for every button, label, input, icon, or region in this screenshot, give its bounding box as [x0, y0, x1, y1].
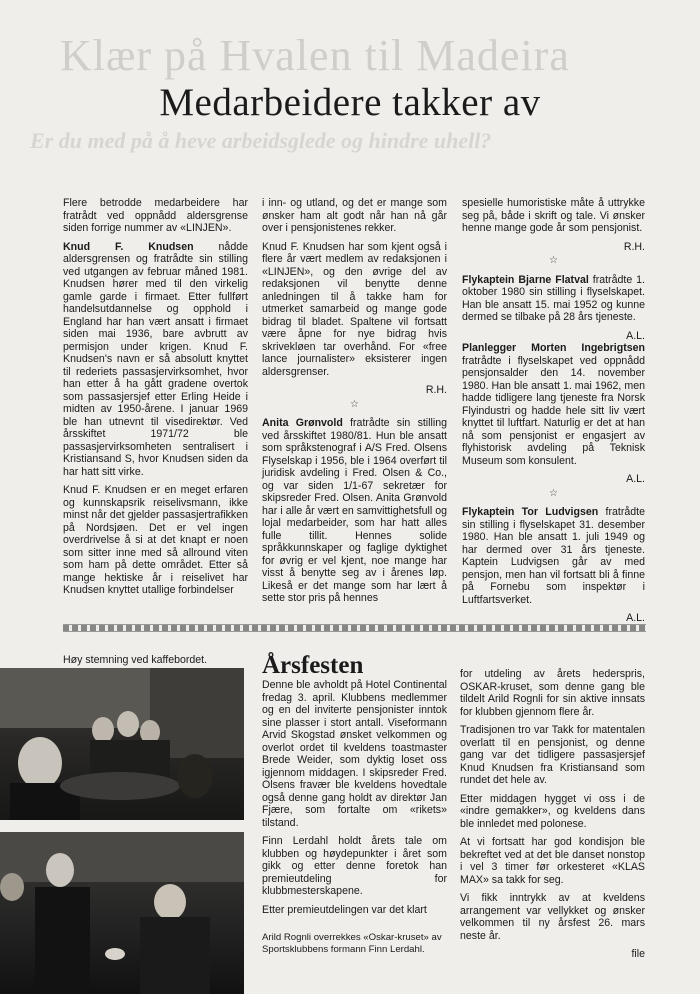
award-photo-oskar	[0, 832, 244, 994]
flatval-text: fratrådte 1. oktober 1980 sin stilling i flyselskapet. Han ble ansatt 15. mai 1952 og kunne dermed se tilbake på 28 års tjeneste.	[462, 273, 645, 323]
knudsen-name: Knud F. Knudsen	[63, 240, 194, 253]
ludvigsen-text: fratrådte sin stilling i flyselskapet 31. desember 1980. Han ble ansatt 1. juli 1949 og har dermed over 31 års tjeneste. Kaptein Ludvigsen går av med pensjon, men han vil fortsatt bli å finne på Fornebu som inspektør i Luftfartsverket.	[462, 506, 645, 606]
gronvold-continued: spesielle humoristiske måte å uttrykke seg på, både i skrift og tale. Vi ønsker henne mange gode år som pensjonist.	[462, 197, 645, 234]
photo-illustration	[0, 668, 244, 820]
gronvold-name: Anita Grønvold	[262, 417, 343, 429]
ingebrigtsen-text: fratrådte i flyselskapet ved oppnådd pensjonsalder den 14. november 1980. Han ble ansatt 1. mai 1962, men hadde tidligere lang tjeneste fra Norsk Flyindustri og hadde hele sitt liv vært knyttet til luftfart. Naturlig er det at han nå som pensjonist er engasjert av flyhistorisk avdeling på Teknisk Museum som konsulent.	[462, 354, 645, 467]
ingebrigtsen-paragraph	[462, 342, 645, 467]
section-heading: Årsfesten	[262, 652, 364, 679]
ludvigsen-paragraph	[462, 506, 645, 606]
flatval-paragraph	[462, 274, 645, 324]
photo-caption-top: Høy stemning ved kaffebordet.	[63, 654, 208, 666]
arsfesten-paragraph: Vi fikk inntrykk av at kveldens arrangement var vellykket og ønsker velkommen til ny årsfest 26. mars neste år.	[460, 892, 645, 942]
arsfesten-paragraph: At vi fortsatt har god kondisjon ble bekreftet ved at det ble danset nonstop i vel 3 timer før orkesteret «KLAS MAX» sa takk for seg.	[460, 836, 645, 886]
knudsen-text: nådde aldersgrensen og fratrådte sin stilling ved utgangen av februar måned 1981. Knudsen hører med til den virkelig gamle garde i firmaet. Etter fullført handelsutdannelse og opphold i England har han vært ansatt i firmaet siden mai 1936, bare avbrutt av permisjon under krigen. Knud F. Knudsen's navn er så absolutt knyttet til rederiets passasjervirksomhet, hvor han etter å ha gått gradene overtok som passasjersjef etter Erling Heide i midten av 1950-årene. I januar 1969 ble han utnevnt til visedirektør. Ved årsskiftet 1971/72 ble passasjervirksomheten sentralisert i Kristiansand S, hvor Knudsen siden da har hatt sitt virke.	[63, 240, 248, 478]
column-3	[462, 197, 645, 625]
photo-illustration	[0, 832, 244, 994]
intro-paragraph: Flere betrodde medarbeidere har fratrådt ved oppnådd aldersgrense siden forrige nummer av «LINJEN».	[63, 197, 248, 234]
signature: R.H.	[425, 384, 447, 396]
star-divider: ☆	[549, 255, 558, 266]
arsfesten-column-2	[460, 668, 645, 961]
signature: A.L.	[626, 612, 645, 624]
knudsen-continued: i inn- og utland, og det er mange som ønsker ham alt godt når han nå går over i pensjonistenes rekker.	[262, 197, 447, 234]
ludvigsen-name: Flykaptein Tor Ludvigsen	[462, 506, 599, 518]
knudsen-linjen-paragraph: Knud F. Knudsen har som kjent også i flere år vært medlem av redaksjonen i «LINJEN», og den øvrige del av redaksjonen vil benytte denne anledningen til å takke ham for utmerket samarbeid og mange gode bidrag til bladet. Spaltene vil fortsatt være åpne for nye bidrag hvis skrivekløen tar overhånd. For «free lance journalister» eksisterer ingen aldersgrenser.	[262, 240, 447, 378]
star-divider: ☆	[549, 487, 558, 499]
signature: A.L.	[626, 329, 645, 342]
flatval-name: Flykaptein Bjarne Flatval	[462, 273, 589, 286]
knudsen-paragraph-2: Knud F. Knudsen er en meget erfaren og kunnskapsrik reiselivsmann, ikke minst når det gjelder passasjertrafikken på Nordsjøen. Det er vel ingen overdrivelse å si at det knapt er noen som sitter inne med så allround viten som ham på dette området. Etter så mange hektiske år i reiselivet har Knudsen knyttet utallige forbindelser	[63, 484, 248, 596]
gronvold-text: fratrådte sin stilling ved årsskiftet 1980/81. Hun ble ansatt som språkstenograf i A/S Fred. Olsens Flyselskap i 1956, ble i 1964 overført til juridisk avdeling i Fred. Olsen & Co., og var siden 1/1-67 sekretær for skipsreder Fred. Olsen. Anita Grønvold har i alle år vært en samvittighetsfull og lojal medarbeider, som har hatt alles fulle tillit. Hennes solide språkkunnskaper og faglige dyktighet for øvrig er vel kjent, noe mange har visst å benytte seg av i årenes løp. Likeså er det mange som har lært å sette stor pris på hennes	[262, 417, 448, 604]
star-divider: ☆	[350, 398, 359, 410]
arsfesten-paragraph: Tradisjonen tro var Takk for matentalen overlatt til en pensjonist, og denne gang var det tidligere passasjersjef Knud Knudsen fra Kristiansand som rundet det hele av.	[460, 724, 645, 786]
ingebrigtsen-name: Planlegger Morten Ingebrigtsen	[462, 342, 645, 354]
arsfesten-paragraph: Etter premieutdelingen var det klart	[262, 903, 427, 916]
party-photo-coffee-table	[0, 668, 244, 820]
page-title: Medarbeidere takker av	[159, 81, 541, 124]
column-1	[63, 197, 248, 603]
signature: file	[631, 948, 645, 960]
signature: R.H.	[623, 240, 645, 253]
photo-caption-bottom: Arild Rognli overrekkes «Oskar-kruset» av Sportsklubbens formann Finn Lerdahl.	[262, 932, 442, 955]
gronvold-paragraph	[262, 417, 447, 605]
bleed-through-bar: Er du med på å heve arbeidsglede og hindre uhell?	[30, 128, 492, 153]
arsfesten-paragraph: for utdeling av årets hederspris, OSKAR-kruset, som denne gang ble tildelt Arild Rognli for sin aktive innsats for klubben gjennom flere år.	[460, 668, 645, 718]
arsfesten-paragraph: Etter middagen hygget vi oss i de «indre gemakker», og kveldens dans ble innledet med polonese.	[460, 792, 645, 830]
bleed-through-headline: Klær på Hvalen til Madeira	[60, 31, 570, 80]
column-2	[262, 197, 447, 611]
arsfesten-paragraph: Finn Lerdahl holdt årets tale om klubben og høydepunkter i året som gikk og etter denne foretok han premieutdeling for klubbmesterskapene.	[262, 835, 447, 897]
signature: A.L.	[626, 473, 645, 485]
arsfesten-paragraph: Denne ble avholdt på Hotel Continental fredag 3. april. Klubbens medlemmer og en del inviterte pensjonister inntok sine plasser i stort antall. Viseformann Arvid Skogstad ønsket velkommen og overlot ordet til kveldens toastmaster Brede Weider, som dyktig loset oss igjennom middagen. I skipsreder Fred. Olsens fravær ble kveldens hovedtale også denne gang holdt av direktør Jan Fjære, som fortalte om «rikets» tilstand.	[262, 679, 447, 829]
arsfesten-column-1	[262, 679, 447, 922]
knudsen-paragraph	[63, 241, 248, 479]
decorative-divider	[63, 624, 646, 632]
